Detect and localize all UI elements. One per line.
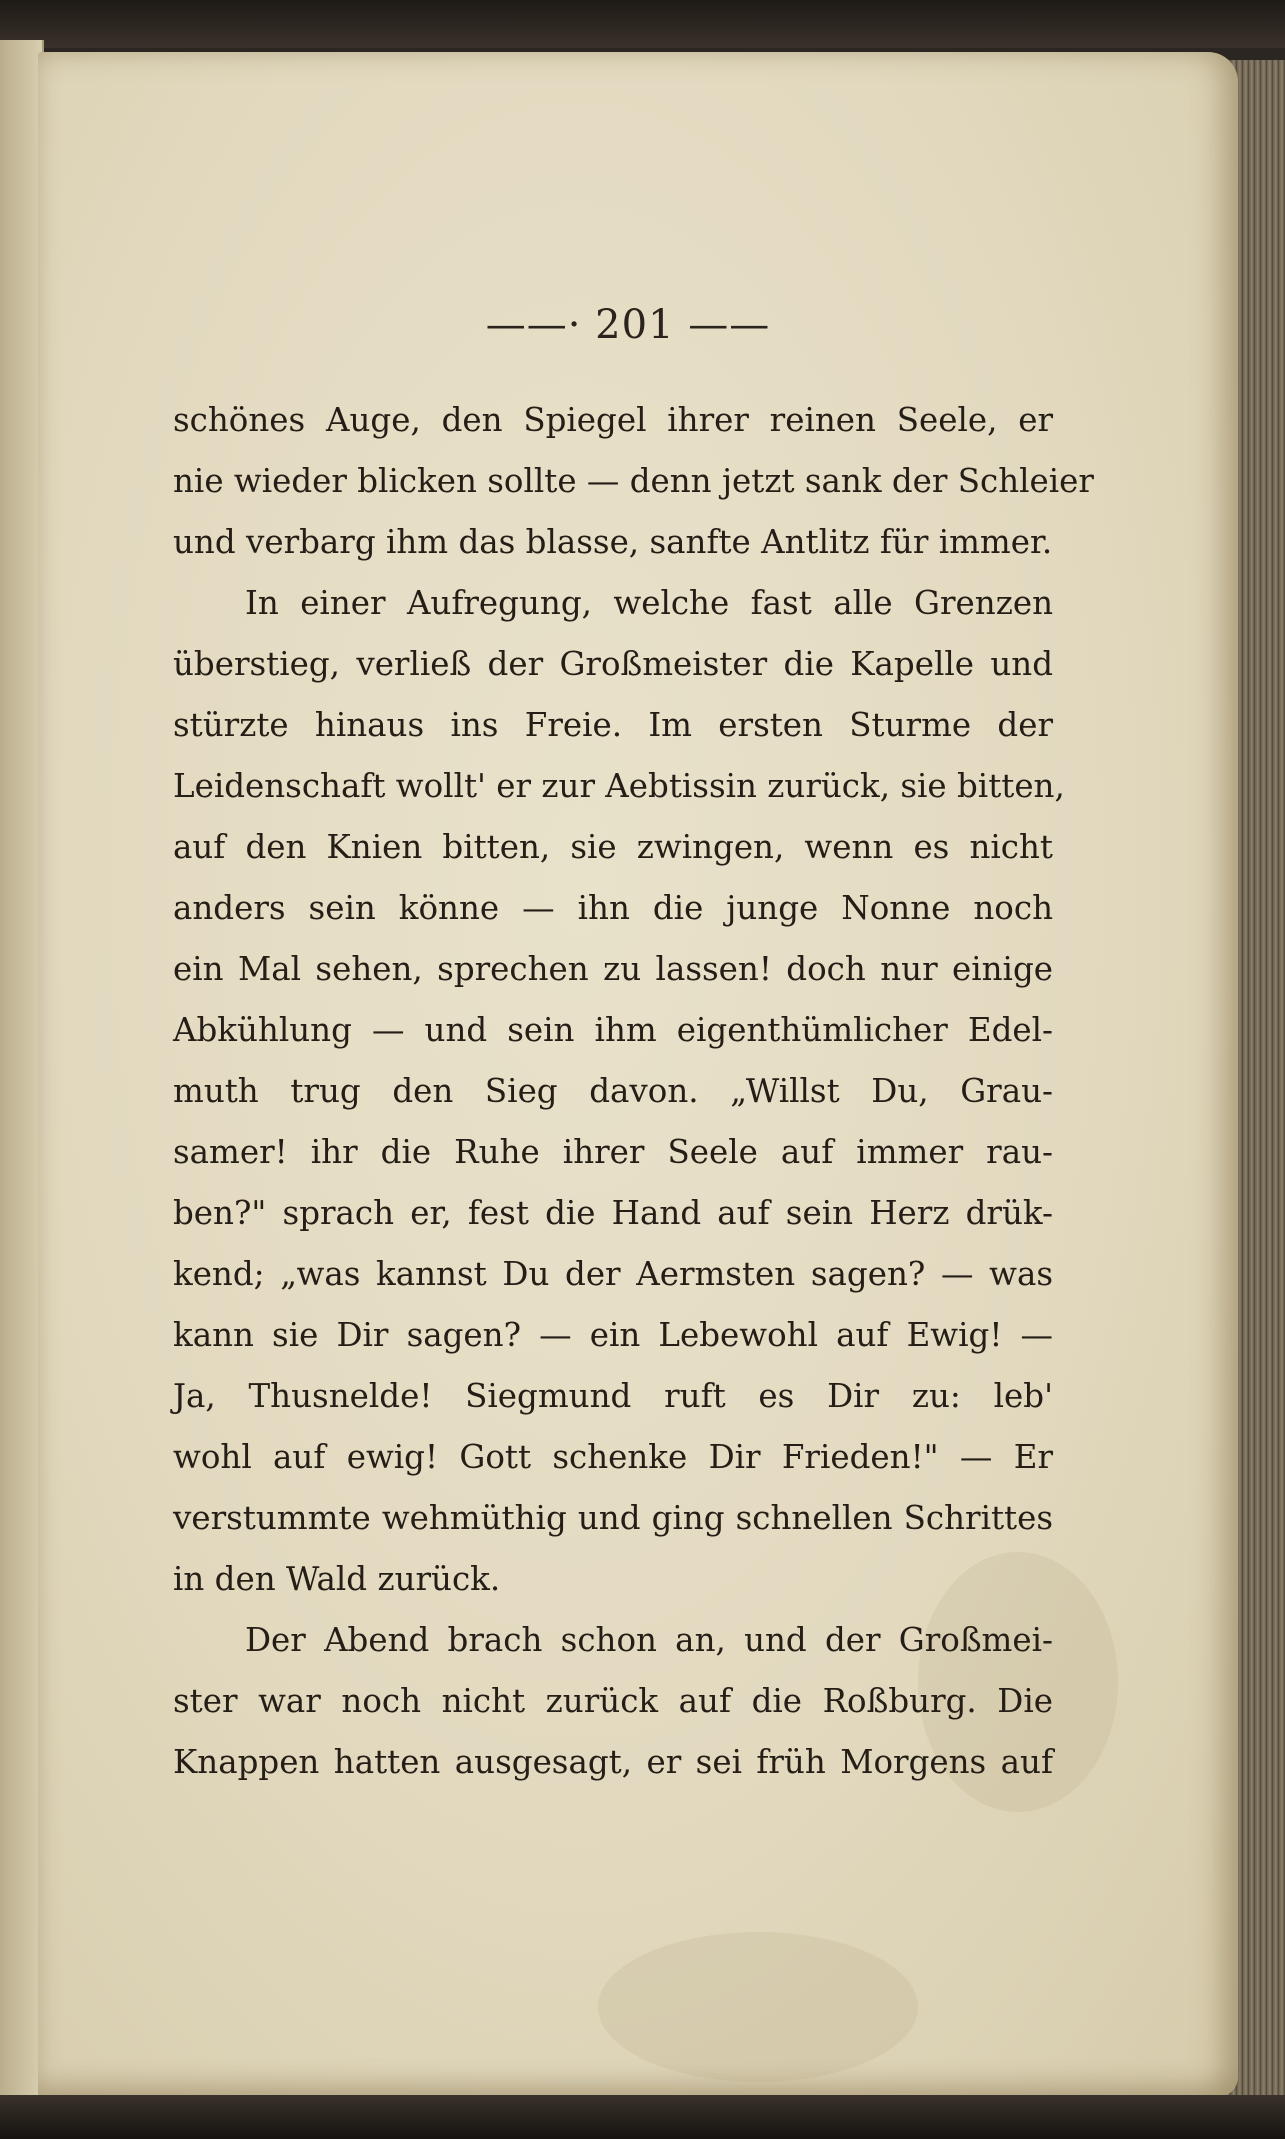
paper-stain <box>598 1932 918 2082</box>
text-line: Leidenschaft wollt' er zur Aebtissin zurück, sie bitten, <box>173 767 1065 805</box>
scan-bottom-edge <box>0 2095 1285 2139</box>
text-line: überstieg, verließ der Großmeister die Kapelle und <box>173 645 1053 683</box>
body-text <box>173 390 1094 1793</box>
text-line: Der Abend brach schon an, und der Großmei- <box>245 1621 1053 1659</box>
text-line: muth trug den Sieg davon. „Willst Du, Grau- <box>173 1072 1053 1110</box>
text-line: In einer Aufregung, welche fast alle Grenzen <box>245 584 1053 622</box>
book-page <box>38 52 1238 2097</box>
text-line: und verbarg ihm das blasse, sanfte Antlitz für immer. <box>173 523 1053 561</box>
text-line: in den Wald zurück. <box>173 1560 501 1598</box>
text-line: ben?" sprach er, fest die Hand auf sein Herz drük- <box>173 1194 1053 1232</box>
header-rule-left: ——· <box>485 302 582 348</box>
header-rule-right: —— <box>688 302 771 348</box>
text-line: samer! ihr die Ruhe ihrer Seele auf immer rau- <box>173 1133 1053 1171</box>
page-number: 201 <box>595 302 675 348</box>
text-line: anders sein könne — ihn die junge Nonne noch <box>173 889 1053 927</box>
text-line: kann sie Dir sagen? — ein Lebewohl auf Ewig! — <box>173 1316 1053 1354</box>
text-line: ster war noch nicht zurück auf die Roßburg. Die <box>173 1682 1053 1720</box>
scan-top-edge <box>0 0 1285 48</box>
text-line: ein Mal sehen, sprechen zu lassen! doch nur einige <box>173 950 1053 988</box>
text-line: kend; „was kannst Du der Aermsten sagen? — was <box>173 1255 1053 1293</box>
text-line: Knappen hatten ausgesagt, er sei früh Morgens auf <box>173 1743 1053 1781</box>
text-line: schönes Auge, den Spiegel ihrer reinen Seele, er <box>173 401 1053 439</box>
text-line: Ja, Thusnelde! Siegmund ruft es Dir zu: leb' <box>173 1377 1053 1415</box>
text-line: Abkühlung — und sein ihm eigenthümlicher Edel- <box>173 1011 1053 1049</box>
text-line: wohl auf ewig! Gott schenke Dir Frieden!" — Er <box>173 1438 1053 1476</box>
text-line: verstummte wehmüthig und ging schnellen Schrittes <box>173 1499 1053 1537</box>
text-line: stürzte hinaus ins Freie. Im ersten Sturme der <box>173 706 1053 744</box>
page-header <box>38 302 1218 348</box>
text-line: auf den Knien bitten, sie zwingen, wenn es nicht <box>173 828 1053 866</box>
text-line: nie wieder blicken sollte — denn jetzt sank der Schleier <box>173 462 1094 500</box>
